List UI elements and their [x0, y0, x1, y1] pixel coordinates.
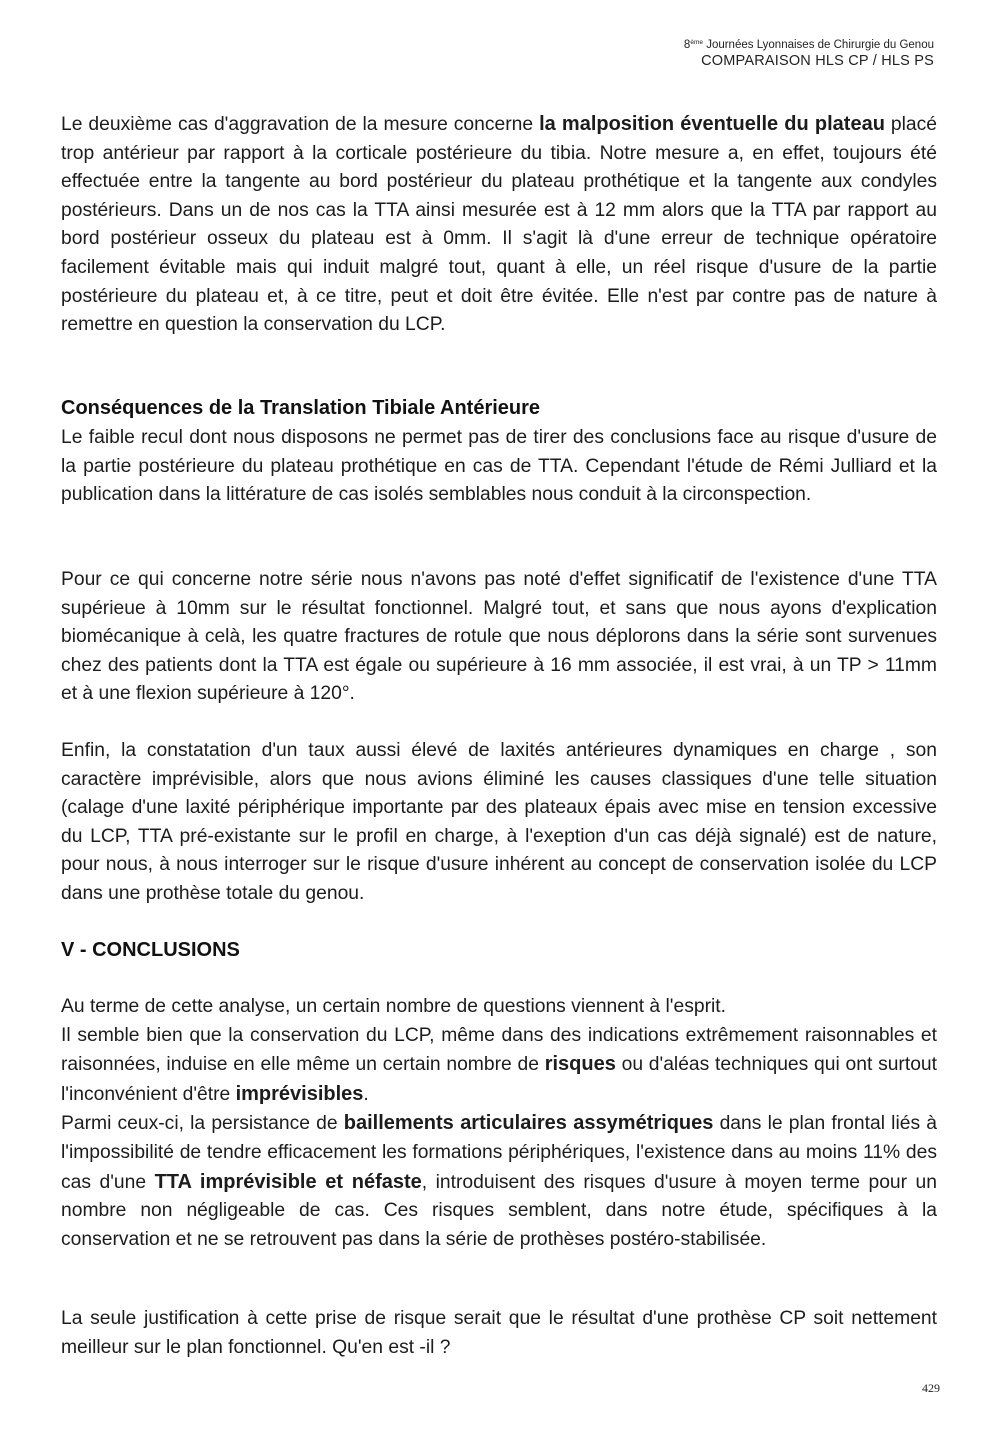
running-header [684, 36, 934, 71]
paragraph-text: Pour ce qui concerne notre série nous n'avons pas noté d'effet significatif de l'existence d'une TTA supérieue à 10mm sur le résultat fonctionnel. Malgré tout, et sans que nous ayons d'explication biomécanique à celà, les quatre fractures de rotule que nous déplorons dans la série sont survenues chez des patients dont la TTA est égale ou supérieure à 16 mm associée, il est vrai, à un TP > 11mm et à une flexion supérieure à 120°. [61, 569, 937, 705]
paragraph-text: Enfin, la constatation d'un taux aussi élevé de laxités antérieures dynamiques en charge , son caractère imprévisible, alors que nous avions éliminé les causes classiques d'une telle situation (calage d'une laxité périphérique importante par des plateaux épais avec mise en tension excessive du LCP, TTA pré-existante sur le profil en charge, à l'exeption d'un cas déjà signalé) est de nature, pour nous, à nous interroger sur le risque d'usure inhérent au concept de conservation isolée du LCP dans une prothèse totale du genou. [61, 740, 937, 904]
section-heading-consequences: Conséquences de la Translation Tibiale Antérieure [61, 397, 541, 419]
paragraph-consequences-2 [61, 566, 937, 709]
article-title: COMPARAISON HLS CP / HLS PS [701, 53, 934, 69]
paragraph-text: Il semble bien que la conservation du LCP, même dans des indications extrêmement raisonnables et raisonnées, induise en elle même un certain nombre de [61, 1024, 937, 1076]
event-ordinal-number: 8 [683, 39, 691, 51]
paragraph-conclusions-1 [61, 993, 937, 1254]
paragraph-text: . [363, 1083, 369, 1105]
emphasis-risques: risques [544, 1053, 616, 1076]
paragraph-text: La seule justification à cette prise de risque serait que le résultat d'une prothèse CP soit nettement meilleur sur le plan fonctionnel. Qu'en est -il ? [61, 1308, 937, 1358]
paragraph-text: Au terme de cette analyse, un certain nombre de questions viennent à l'esprit. [61, 996, 726, 1017]
emphasis-imprevisibles: imprévisibles [235, 1082, 364, 1105]
section-heading-conclusions: V - CONCLUSIONS [61, 939, 240, 961]
paragraph-malposition [61, 110, 937, 340]
paragraph-text: Le deuxième cas d'aggravation de la mesure concerne [61, 114, 540, 135]
event-title: Journées Lyonnaises de Chirurgie du Genou [706, 39, 934, 51]
emphasis-malposition: la malposition éventuelle du plateau [539, 113, 885, 135]
paragraph-text: placé trop antérieur par rapport à la corticale postérieure du tibia. Notre mesure a, en effet, toujours été effectuée entre la tangente au bord postérieur du plateau prothétique et la tangente aux condyles postérieurs. Dans un de nos cas la TTA ainsi mesurée est à 12 mm alors que la TTA par rapport au bord postérieur osseux du plateau est à 0mm. Il s'agit là d'une erreur de technique opératoire facilement évitable mais qui induit malgré tout, quant à elle, un réel risque d'usure de la partie postérieure du plateau et, à ce titre, peut et doit être évitée. Elle n'est par contre pas de nature à remettre en question la conservation du LCP. [61, 114, 938, 336]
event-ordinal-suffix: ème [690, 39, 703, 46]
paragraph-text: Parmi ceux-ci, la persistance de [61, 1113, 344, 1135]
event-title-line [684, 36, 934, 52]
paragraph-text: ou d'aléas techniques qui ont surtout l'inconvénient d'être [61, 1054, 938, 1105]
emphasis-tta: TTA imprévisible et néfaste [154, 1170, 422, 1193]
emphasis-baillements: baillements articulaires assymétriques [343, 1112, 714, 1135]
paragraph-conclusions-2 [61, 1305, 937, 1362]
paragraph-text: dans le plan frontal liés à l'impossibilité de tendre efficacement les formations périphériques, l'existence dans au moins 11% des cas d'une [61, 1113, 938, 1193]
paragraph-text: Le faible recul dont nous disposons ne permet pas de tirer des conclusions face au risque d'usure de la partie postérieure du plateau prothétique en cas de TTA. Cependant l'étude de Rémi Julliard et la publication dans la littérature de cas isolés semblables nous conduit à la circonspection. [61, 427, 937, 506]
page-number: 429 [922, 1381, 940, 1395]
paragraph-text: , introduisent des risques d'usure à moyen terme pour un nombre non négligeable de cas. Ces risques semblent, dans notre étude, spécifiques à la conservation et ne se retrouvent pas dans la série de prothèses postéro-stabilisée. [61, 1171, 937, 1250]
paragraph-consequences-1 [61, 424, 937, 510]
paragraph-consequences-3 [61, 737, 937, 909]
